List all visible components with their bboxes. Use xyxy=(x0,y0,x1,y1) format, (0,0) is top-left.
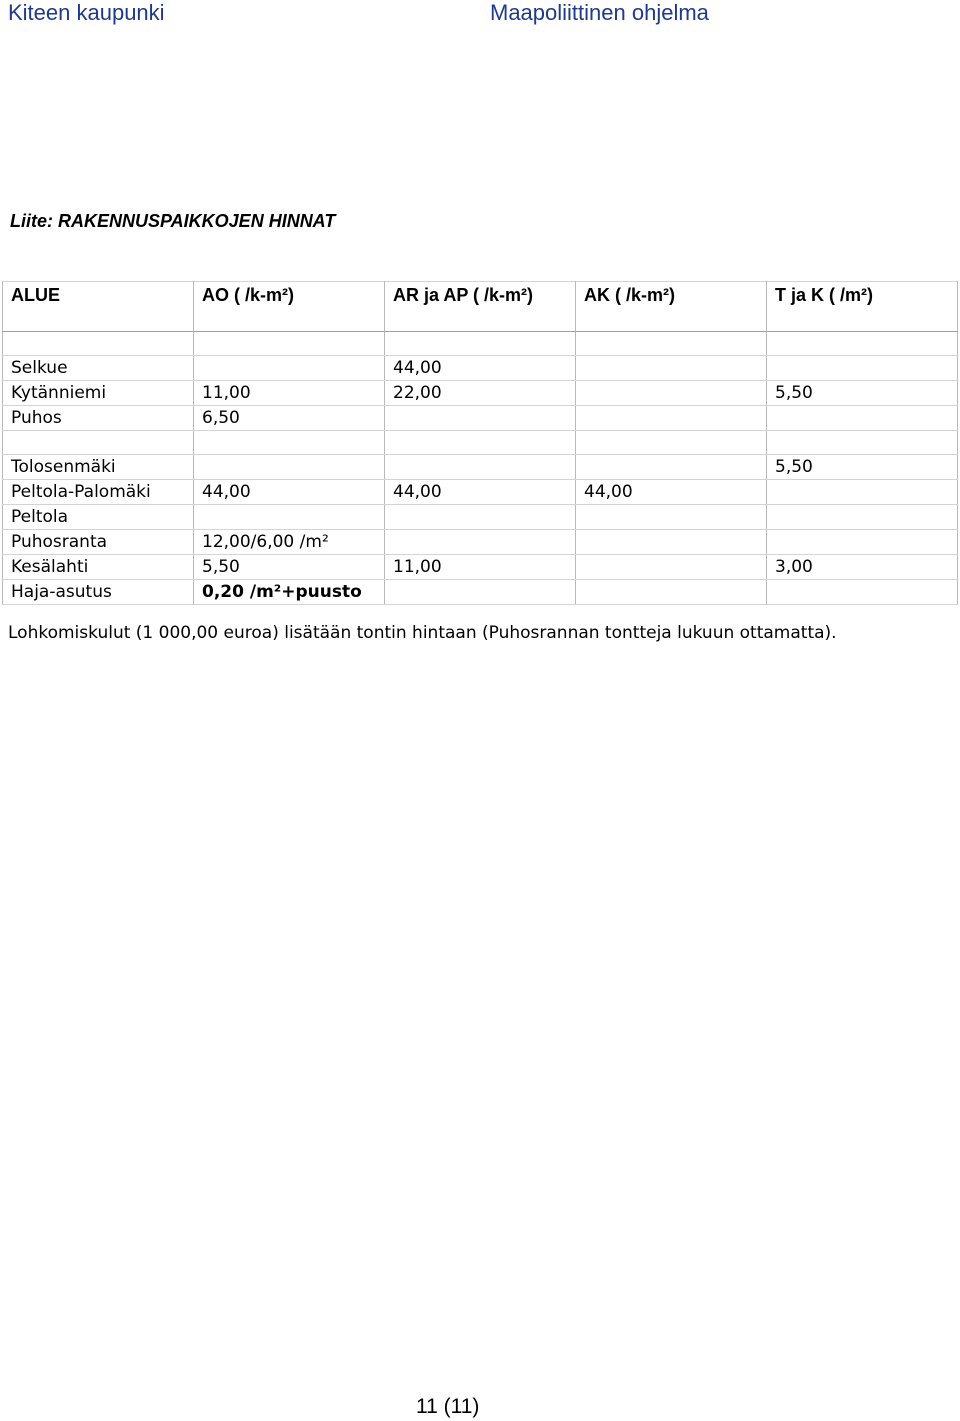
price-table xyxy=(2,281,958,605)
table-cell xyxy=(385,530,576,555)
table-cell xyxy=(767,480,958,505)
table-cell: 11,00 xyxy=(385,555,576,580)
table-cell xyxy=(3,332,194,356)
table-cell: 6,50 xyxy=(194,406,385,431)
table-row xyxy=(3,406,958,431)
table-cell: 12,00/6,00 /m² xyxy=(194,530,385,555)
demarcation-cost-note: Lohkomiskulut (1 000,00 euroa) lisätään tontin hintaan (Puhosrannan tontteja lukuun ottamatta). xyxy=(8,623,837,643)
table-cell xyxy=(385,455,576,480)
table-cell: 5,50 xyxy=(194,555,385,580)
table-cell: 44,00 xyxy=(385,356,576,381)
table-cell xyxy=(385,431,576,455)
table-cell: 5,50 xyxy=(767,455,958,480)
table-cell: Peltola xyxy=(3,505,194,530)
table-cell xyxy=(576,356,767,381)
table-cell: Tolosenmäki xyxy=(3,455,194,480)
table-cell xyxy=(576,406,767,431)
table-cell xyxy=(767,431,958,455)
table-header-row xyxy=(3,282,958,332)
column-header-t-k: T ja K ( /m²) xyxy=(767,282,958,332)
table-cell xyxy=(385,406,576,431)
table-row xyxy=(3,580,958,605)
table-row xyxy=(3,530,958,555)
table-cell xyxy=(767,505,958,530)
appendix-title: Liite: RAKENNUSPAIKKOJEN HINNAT xyxy=(10,211,336,231)
table-cell: Kesälahti xyxy=(3,555,194,580)
table-cell xyxy=(194,505,385,530)
table-cell xyxy=(576,530,767,555)
table-row xyxy=(3,480,958,505)
table-cell xyxy=(194,332,385,356)
table-cell: 5,50 xyxy=(767,381,958,406)
table-cell xyxy=(385,505,576,530)
table-cell: 0,20 /m²+puusto xyxy=(194,580,385,605)
table-cell xyxy=(767,530,958,555)
table-row xyxy=(3,332,958,356)
table-cell: Puhos xyxy=(3,406,194,431)
table-row xyxy=(3,356,958,381)
header-right-title: Maapoliittinen ohjelma xyxy=(490,0,709,25)
table-cell: Puhosranta xyxy=(3,530,194,555)
table-cell xyxy=(385,332,576,356)
table-cell xyxy=(576,455,767,480)
column-header-ak: AK ( /k-m²) xyxy=(576,282,767,332)
header-left-title: Kiteen kaupunki xyxy=(8,0,165,25)
table-cell: Haja-asutus xyxy=(3,580,194,605)
table-cell xyxy=(576,381,767,406)
table-cell: Peltola-Palomäki xyxy=(3,480,194,505)
table-row xyxy=(3,555,958,580)
table-cell xyxy=(767,580,958,605)
table-cell xyxy=(576,505,767,530)
table-cell xyxy=(576,580,767,605)
table-row xyxy=(3,381,958,406)
table-cell: 44,00 xyxy=(194,480,385,505)
table-row xyxy=(3,431,958,455)
table-cell xyxy=(3,431,194,455)
table-cell xyxy=(576,555,767,580)
column-header-ar-ap: AR ja AP ( /k-m²) xyxy=(385,282,576,332)
table-cell: 11,00 xyxy=(194,381,385,406)
page-number: 11 (11) xyxy=(416,1395,480,1418)
table-cell xyxy=(194,455,385,480)
table-row xyxy=(3,505,958,530)
table-cell xyxy=(385,580,576,605)
table-cell xyxy=(576,431,767,455)
table-cell xyxy=(767,332,958,356)
table-cell: 22,00 xyxy=(385,381,576,406)
table-row xyxy=(3,455,958,480)
table-cell: 44,00 xyxy=(385,480,576,505)
column-header-area: ALUE xyxy=(3,282,194,332)
table-cell: 3,00 xyxy=(767,555,958,580)
table-cell xyxy=(194,431,385,455)
table-cell: 44,00 xyxy=(576,480,767,505)
table-cell xyxy=(767,406,958,431)
table-cell: Kytänniemi xyxy=(3,381,194,406)
table-cell xyxy=(767,356,958,381)
column-header-ao: AO ( /k-m²) xyxy=(194,282,385,332)
table-cell xyxy=(194,356,385,381)
table-cell xyxy=(576,332,767,356)
table-cell: Selkue xyxy=(3,356,194,381)
